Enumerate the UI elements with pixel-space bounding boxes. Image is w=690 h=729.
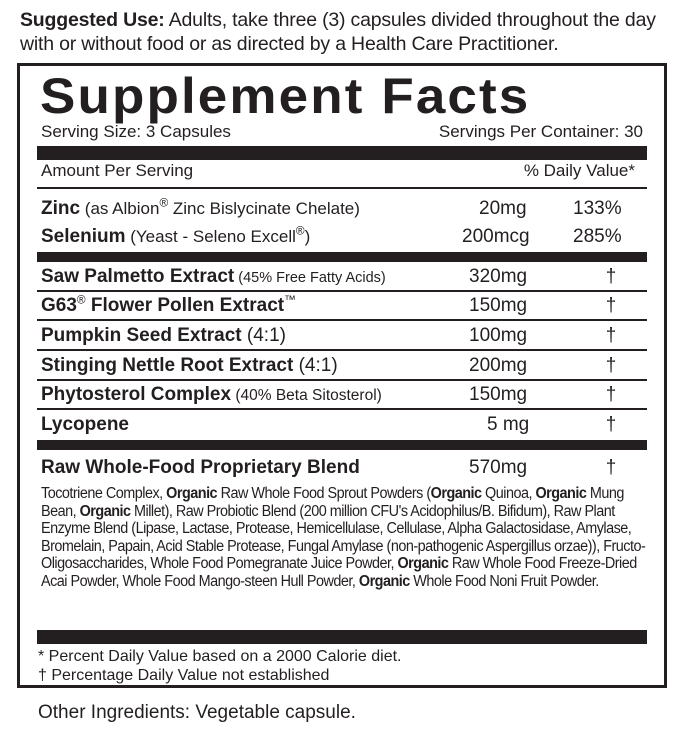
suggested-use-label: Suggested Use: <box>20 9 165 31</box>
nutrient-dv: 285% <box>573 226 622 247</box>
organic-label: Organic <box>535 485 587 502</box>
divider <box>37 187 647 189</box>
serving-info <box>41 122 643 142</box>
ingredient-amount: 5 mg <box>487 414 530 435</box>
thick-divider <box>37 630 647 644</box>
divider <box>37 349 647 351</box>
ingredient-name: Phytosterol Complex <box>41 384 232 405</box>
servings-per-container: Servings Per Container: 30 <box>438 122 643 141</box>
ingredient-name: Saw Palmetto Extract <box>41 266 235 287</box>
nutrient-amount: 20mg <box>479 198 527 219</box>
ingredient-amount: 100mg <box>469 325 528 346</box>
ingredient-dv: † <box>605 414 617 435</box>
ingredient-row-lycopene <box>41 414 651 436</box>
ingredient-desc: (4:1) <box>241 325 286 346</box>
ingredient-amount: 320mg <box>469 266 528 287</box>
ingredient-row-pumpkin-seed <box>41 325 651 347</box>
amount-per-serving: Amount Per Serving <box>41 161 194 180</box>
column-header <box>41 161 643 181</box>
divider <box>37 408 647 410</box>
ingredient-dv: † <box>605 355 617 376</box>
organic-label: Organic <box>166 485 218 502</box>
nutrient-amount: 200mcg <box>462 226 530 247</box>
organic-label: Organic <box>79 502 131 520</box>
ingredient-dv: † <box>605 295 617 316</box>
blend-amount: 570mg <box>469 457 528 478</box>
registered-mark: ® <box>159 196 169 210</box>
nutrient-name: Zinc <box>41 198 81 219</box>
ingredient-name-cont: Flower Pollen Extract <box>85 295 285 316</box>
ingredient-row-saw-palmetto <box>41 266 651 288</box>
ingredient-row-stinging-nettle <box>41 355 651 377</box>
blend-part: Raw Whole Food Freeze-Dried Acai Powder, Whole Food Mango-steen Hull Powder, <box>41 555 637 590</box>
blend-part: Raw Whole Food Sprout Powders ( <box>217 485 431 502</box>
ingredient-dv: † <box>605 325 617 346</box>
ingredient-amount: 150mg <box>469 295 528 316</box>
nutrient-row-selenium <box>41 226 651 248</box>
blend-part: Millet), Raw Probiotic Blend (200 million CFU's Acidophilus/B. Bifidum), Raw Plant Enzyme Blend (Lipase, Lactase, Protease, Hemicellulase, Cellulase, Alpha Galactosidase, Amylase, Bromelain, Papain, Acid Stable Protease, Fungal Amylase (non-pathogenic Aspergillus orzae)), Fructo-Oligosaccharides, Whole Food Pomegranate Juice Powder, <box>41 502 646 572</box>
blend-part: Quinoa, <box>481 485 536 502</box>
nutrient-desc: (as Albion <box>80 199 160 218</box>
ingredient-row-g63 <box>41 295 651 317</box>
ingredient-amount: 150mg <box>469 384 528 405</box>
footnote-percent: * Percent Daily Value based on a 2000 Calorie diet. <box>38 648 402 665</box>
nutrient-name: Selenium <box>41 226 126 247</box>
nutrient-row-zinc <box>41 198 651 220</box>
suggested-use <box>20 8 680 56</box>
blend-part: Whole Food Noni Fruit Powder. <box>409 572 599 590</box>
ingredient-desc: (40% Beta Sitosterol) <box>231 387 382 404</box>
blend-name: Raw Whole-Food Proprietary Blend <box>41 457 360 478</box>
suggested-use-text: Adults, take three (3) capsules divided throughout the day with or without food or as directed by a Health Care Practitioner. <box>20 9 656 55</box>
other-ingredients: Other Ingredients: Vegetable capsule. <box>38 702 356 723</box>
blend-dv: † <box>605 457 617 478</box>
organic-label: Organic <box>358 572 410 590</box>
blend-row <box>41 457 651 479</box>
ingredient-dv: † <box>605 384 617 405</box>
divider <box>37 379 647 381</box>
ingredient-desc: (45% Free Fatty Acids) <box>234 270 386 286</box>
nutrient-desc-end: ) <box>304 227 311 246</box>
blend-ingredients <box>41 485 653 590</box>
footnote-dagger: † Percentage Daily Value not established <box>38 667 330 684</box>
ingredient-dv: † <box>605 266 617 287</box>
panel-title: Supplement Facts <box>40 68 531 124</box>
nutrient-dv: 133% <box>573 198 622 219</box>
nutrient-desc: (Yeast - Seleno Excell <box>125 227 296 246</box>
serving-size: Serving Size: 3 Capsules <box>41 122 231 141</box>
ingredient-name: Pumpkin Seed Extract <box>41 325 242 346</box>
blend-part: Mung Bean, <box>41 485 624 520</box>
trademark-mark: ™ <box>284 293 296 307</box>
blend-part: Tocotriene Complex, <box>41 485 167 502</box>
medium-divider <box>37 440 647 450</box>
divider <box>37 290 647 292</box>
registered-mark: ® <box>295 224 305 238</box>
ingredient-name: Lycopene <box>41 414 129 435</box>
thick-divider <box>37 146 647 160</box>
divider <box>37 319 647 321</box>
ingredient-name: Stinging Nettle Root Extract <box>41 355 294 376</box>
ingredient-row-phytosterol <box>41 384 651 406</box>
organic-label: Organic <box>397 555 449 572</box>
registered-mark: ® <box>76 293 86 307</box>
medium-divider <box>37 252 647 262</box>
ingredient-amount: 200mg <box>469 355 528 376</box>
ingredient-name: G63 <box>41 295 77 316</box>
ingredient-desc: (4:1) <box>293 355 338 376</box>
nutrient-desc-end: Zinc Bislycinate Chelate) <box>168 199 360 218</box>
organic-label: Organic <box>430 485 482 502</box>
daily-value-header: % Daily Value* <box>523 161 635 180</box>
supplement-facts-panel <box>17 63 667 688</box>
